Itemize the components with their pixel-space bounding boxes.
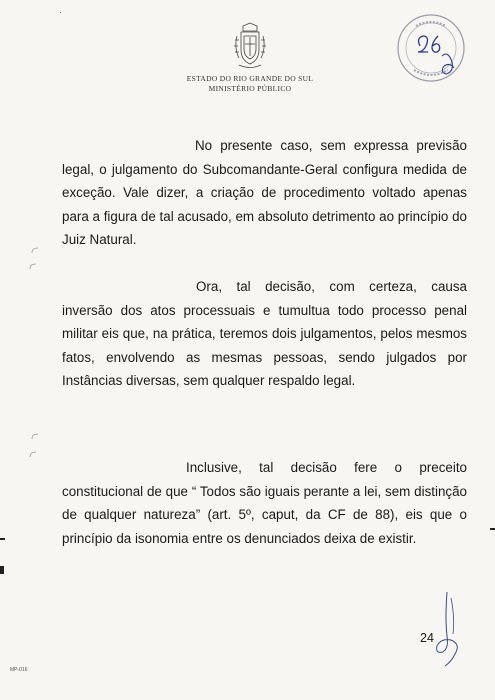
- signature-icon: [425, 588, 475, 668]
- paragraph-2: [62, 275, 467, 393]
- form-code: MP-016: [10, 667, 28, 673]
- paragraph-2-text: Ora, tal decisão, com certeza, causa inversão dos atos processuais e tumultua todo processo penal militar eis que, na prática, teremos dois julgamentos, pelos mesmos fatos, envolvendo as mesmas pessoas, sendo julgados por Instâncias diversas, sem qualquer respaldo legal.: [62, 279, 467, 388]
- paragraph-1: [62, 134, 467, 252]
- scan-speck: [60, 12, 61, 13]
- state-name: ESTADO DO RIO GRANDE DO SUL: [186, 74, 314, 83]
- punch-hole-icon: [28, 450, 38, 460]
- paragraph-3-text: Inclusive, tal decisão fere o preceito constitucional de que “ Todos são iguais perante a lei, sem distinção de qualquer natureza” (art. 5º, caput, da CF de 88), eis que o princípio da isonomia entre os denunciados deixa de existir.: [62, 460, 467, 546]
- page-number: 24: [420, 631, 434, 645]
- coat-of-arms-icon: [231, 22, 269, 72]
- seal-stamp-icon: [386, 6, 476, 96]
- punch-hole-icon: [30, 246, 40, 256]
- scan-edge-mark: [0, 538, 5, 540]
- paragraph-1-text: No presente caso, sem expressa previsão legal, o julgamento do Subcomandante-Geral configura medida de exceção. Vale dizer, a criação de procedimento voltado apenas para a figura de tal acusado, em absoluto detrimento ao princípio do Juiz Natural.: [62, 138, 467, 247]
- punch-hole-icon: [28, 262, 38, 272]
- paragraph-3: [62, 456, 467, 550]
- scan-edge-mark: [0, 566, 4, 574]
- punch-hole-icon: [30, 432, 40, 442]
- institution-name: MINISTÉRIO PÚBLICO: [208, 84, 292, 93]
- letterhead: [150, 22, 350, 93]
- scan-edge-mark: [490, 528, 495, 530]
